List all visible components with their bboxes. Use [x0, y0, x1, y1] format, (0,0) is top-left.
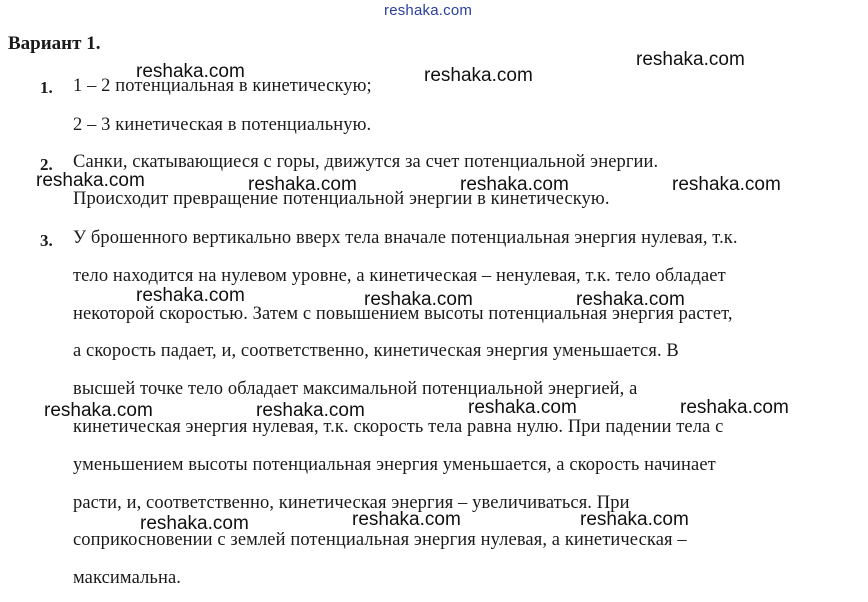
- item-number: 2.: [40, 155, 53, 174]
- text-line: 2 – 3 кинетическая в потенциальную.: [73, 115, 372, 135]
- watermark: reshaka.com: [680, 397, 789, 418]
- item-number: 3.: [40, 231, 53, 250]
- text-line: Происходит превращение потенциальной энергии в кинетическую.: [73, 189, 610, 209]
- text-line: тело находится на нулевом уровне, а кинетическая – ненулевая, т.к. тело обладает: [73, 266, 726, 286]
- watermark: reshaka.com: [460, 174, 569, 195]
- watermark: reshaka.com: [672, 174, 781, 195]
- text-line: расти, и, соответственно, кинетическая энергия – увеличиваться. При: [73, 493, 630, 513]
- site-header-link[interactable]: reshaka.com: [384, 2, 473, 19]
- text-line: максимальна.: [73, 568, 181, 588]
- watermark: reshaka.com: [136, 285, 245, 306]
- watermark: reshaka.com: [468, 397, 577, 418]
- watermark: reshaka.com: [352, 509, 461, 530]
- watermark: reshaka.com: [636, 49, 745, 70]
- text-line: соприкосновении с землей потенциальная энергия нулевая, а кинетическая –: [73, 530, 687, 550]
- text-line: некоторой скоростью. Затем с повышением высоты потенциальная энергия растет,: [73, 304, 733, 324]
- watermark: reshaka.com: [580, 509, 689, 530]
- text-line: 1 – 2 потенциальная в кинетическую;: [73, 76, 372, 96]
- text-line: У брошенного вертикально вверх тела вначале потенциальная энергия нулевая, т.к.: [73, 228, 738, 248]
- watermark: reshaka.com: [248, 174, 357, 195]
- watermark: reshaka.com: [36, 170, 145, 191]
- variant-title: Вариант 1.: [8, 33, 101, 54]
- watermark: reshaka.com: [140, 513, 249, 534]
- watermark: reshaka.com: [576, 289, 685, 310]
- text-line: кинетическая энергия нулевая, т.к. скорость тела равна нулю. При падении тела с: [73, 417, 724, 437]
- watermark: reshaka.com: [44, 400, 153, 421]
- watermark: reshaka.com: [136, 61, 245, 82]
- watermark: reshaka.com: [256, 400, 365, 421]
- watermark: reshaka.com: [424, 65, 533, 86]
- text-line: Санки, скатывающиеся с горы, движутся за счет потенциальной энергии.: [73, 152, 659, 172]
- text-line: высшей точке тело обладает максимальной потенциальной энергией, а: [73, 379, 638, 399]
- text-line: уменьшением высоты потенциальная энергия уменьшается, а скорость начинает: [73, 455, 716, 475]
- watermark: reshaka.com: [364, 289, 473, 310]
- text-line: а скорость падает, и, соответственно, кинетическая энергия уменьшается. В: [73, 341, 679, 361]
- item-number: 1.: [40, 78, 53, 97]
